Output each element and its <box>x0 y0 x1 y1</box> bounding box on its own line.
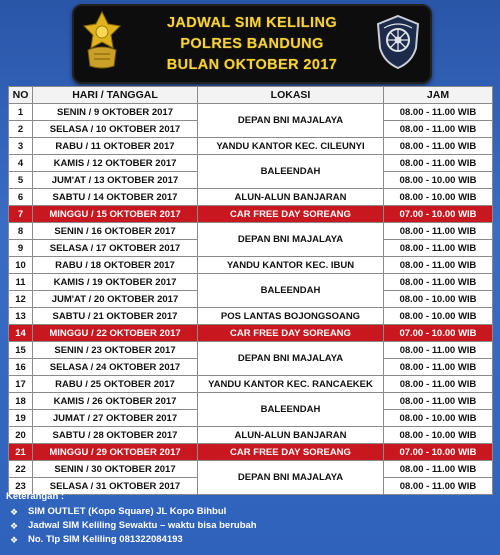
row-date: MINGGU / 22 OKTOBER 2017 <box>33 325 198 342</box>
row-location: YANDU KANTOR KEC. CILEUNYI <box>198 138 384 155</box>
table-row <box>9 376 493 393</box>
row-time: 08.00 - 11.00 WIB <box>384 223 493 240</box>
row-number: 4 <box>9 155 33 172</box>
row-date: SABTU / 21 OKTOBER 2017 <box>33 308 198 325</box>
row-time: 08.00 - 10.00 WIB <box>384 410 493 427</box>
row-time: 08.00 - 11.00 WIB <box>384 376 493 393</box>
row-date: SELASA / 24 OKTOBER 2017 <box>33 359 198 376</box>
row-number: 20 <box>9 427 33 444</box>
row-location: CAR FREE DAY SOREANG <box>198 325 384 342</box>
row-number: 18 <box>9 393 33 410</box>
row-date: SELASA / 10 OKTOBER 2017 <box>33 121 198 138</box>
row-date: MINGGU / 15 OKTOBER 2017 <box>33 206 198 223</box>
diamond-bullet-icon: ❖ <box>10 521 19 531</box>
note-item <box>6 533 486 547</box>
row-time: 08.00 - 11.00 WIB <box>384 240 493 257</box>
row-date: JUM'AT / 20 OKTOBER 2017 <box>33 291 198 308</box>
row-time: 07.00 - 10.00 WIB <box>384 444 493 461</box>
note-text: No. Tlp SIM Keliling 081322084193 <box>28 534 183 545</box>
column-header-location: LOKASI <box>198 87 384 104</box>
table-row <box>9 325 493 342</box>
row-date: SENIN / 23 OKTOBER 2017 <box>33 342 198 359</box>
row-time: 08.00 - 11.00 WIB <box>384 461 493 478</box>
row-number: 17 <box>9 376 33 393</box>
row-time: 08.00 - 10.00 WIB <box>384 308 493 325</box>
note-text: SIM OUTLET (Kopo Square) JL Kopo Bihbul <box>28 506 227 517</box>
note-item <box>6 505 486 519</box>
note-item <box>6 519 486 533</box>
row-date: KAMIS / 26 OKTOBER 2017 <box>33 393 198 410</box>
row-time: 08.00 - 10.00 WIB <box>384 427 493 444</box>
row-time: 08.00 - 11.00 WIB <box>384 138 493 155</box>
row-date: SELASA / 17 OKTOBER 2017 <box>33 240 198 257</box>
row-number: 15 <box>9 342 33 359</box>
row-number: 11 <box>9 274 33 291</box>
row-time: 08.00 - 11.00 WIB <box>384 478 493 495</box>
note-text: Jadwal SIM Keliling Sewaktu – waktu bisa berubah <box>28 520 257 531</box>
row-date: SENIN / 9 OKTOBER 2017 <box>33 104 198 121</box>
table-row <box>9 155 493 172</box>
row-time: 08.00 - 10.00 WIB <box>384 172 493 189</box>
table-header-row <box>9 87 493 104</box>
row-number: 19 <box>9 410 33 427</box>
row-number: 7 <box>9 206 33 223</box>
table-row <box>9 189 493 206</box>
row-date: SENIN / 30 OKTOBER 2017 <box>33 461 198 478</box>
notes-title: Keterangan : <box>6 491 65 502</box>
column-header-no: NO <box>9 87 33 104</box>
row-time: 07.00 - 10.00 WIB <box>384 325 493 342</box>
row-location: ALUN-ALUN BANJARAN <box>198 189 384 206</box>
diamond-bullet-icon: ❖ <box>10 535 19 545</box>
row-number: 16 <box>9 359 33 376</box>
row-number: 10 <box>9 257 33 274</box>
row-number: 13 <box>9 308 33 325</box>
row-time: 08.00 - 10.00 WIB <box>384 291 493 308</box>
table-row <box>9 308 493 325</box>
table-row <box>9 257 493 274</box>
row-time: 08.00 - 11.00 WIB <box>384 121 493 138</box>
title-line-3: BULAN OKTOBER 2017 <box>166 56 338 73</box>
table-row <box>9 427 493 444</box>
column-header-date: HARI / TANGGAL <box>33 87 198 104</box>
row-number: 14 <box>9 325 33 342</box>
table-row <box>9 342 493 359</box>
table-row <box>9 206 493 223</box>
row-number: 6 <box>9 189 33 206</box>
table-row <box>9 138 493 155</box>
title-line-1: JADWAL SIM KELILING <box>166 14 338 31</box>
row-location: BALEENDAH <box>198 393 384 427</box>
police-badge-icon <box>82 10 122 72</box>
row-number: 8 <box>9 223 33 240</box>
row-date: MINGGU / 29 OKTOBER 2017 <box>33 444 198 461</box>
row-number: 9 <box>9 240 33 257</box>
row-date: KAMIS / 12 OKTOBER 2017 <box>33 155 198 172</box>
row-time: 08.00 - 11.00 WIB <box>384 393 493 410</box>
row-date: RABU / 18 OKTOBER 2017 <box>33 257 198 274</box>
row-location: DEPAN BNI MAJALAYA <box>198 104 384 138</box>
row-time: 08.00 - 11.00 WIB <box>384 155 493 172</box>
row-location: DEPAN BNI MAJALAYA <box>198 223 384 257</box>
row-date: SABTU / 14 OKTOBER 2017 <box>33 189 198 206</box>
row-date: JUMAT / 27 OKTOBER 2017 <box>33 410 198 427</box>
row-date: KAMIS / 19 OKTOBER 2017 <box>33 274 198 291</box>
row-number: 1 <box>9 104 33 121</box>
row-number: 21 <box>9 444 33 461</box>
title-line-2: POLRES BANDUNG <box>180 35 324 52</box>
row-time: 07.00 - 10.00 WIB <box>384 206 493 223</box>
schedule-table-body <box>9 104 493 495</box>
row-location: POS LANTAS BOJONGSOANG <box>198 308 384 325</box>
schedule-table <box>8 86 493 495</box>
diamond-bullet-icon: ❖ <box>10 507 19 517</box>
row-number: 12 <box>9 291 33 308</box>
row-location: YANDU KANTOR KEC. RANCAEKEK <box>198 376 384 393</box>
row-location: DEPAN BNI MAJALAYA <box>198 461 384 495</box>
row-time: 08.00 - 10.00 WIB <box>384 189 493 206</box>
header <box>0 0 500 84</box>
schedule-table-wrapper <box>8 86 492 495</box>
row-date: JUM'AT / 13 OKTOBER 2017 <box>33 172 198 189</box>
row-location: CAR FREE DAY SOREANG <box>198 444 384 461</box>
row-time: 08.00 - 11.00 WIB <box>384 359 493 376</box>
traffic-police-emblem-icon <box>374 14 422 70</box>
row-location: BALEENDAH <box>198 155 384 189</box>
row-location: DEPAN BNI MAJALAYA <box>198 342 384 376</box>
row-time: 08.00 - 11.00 WIB <box>384 257 493 274</box>
row-location: ALUN-ALUN BANJARAN <box>198 427 384 444</box>
row-location: CAR FREE DAY SOREANG <box>198 206 384 223</box>
row-time: 08.00 - 11.00 WIB <box>384 342 493 359</box>
row-time: 08.00 - 11.00 WIB <box>384 274 493 291</box>
table-row <box>9 393 493 410</box>
row-number: 3 <box>9 138 33 155</box>
table-row <box>9 444 493 461</box>
row-time: 08.00 - 11.00 WIB <box>384 104 493 121</box>
row-date: SABTU / 28 OKTOBER 2017 <box>33 427 198 444</box>
row-number: 23 <box>9 478 33 495</box>
table-row <box>9 104 493 121</box>
row-number: 5 <box>9 172 33 189</box>
notes-section <box>6 490 486 547</box>
row-date: SENIN / 16 OKTOBER 2017 <box>33 223 198 240</box>
row-number: 2 <box>9 121 33 138</box>
row-location: YANDU KANTOR KEC. IBUN <box>198 257 384 274</box>
row-date: RABU / 11 OKTOBER 2017 <box>33 138 198 155</box>
row-location: BALEENDAH <box>198 274 384 308</box>
row-date: RABU / 25 OKTOBER 2017 <box>33 376 198 393</box>
table-row <box>9 461 493 478</box>
column-header-time: JAM <box>384 87 493 104</box>
table-row <box>9 223 493 240</box>
row-date: SELASA / 31 OKTOBER 2017 <box>33 478 198 495</box>
row-number: 22 <box>9 461 33 478</box>
table-row <box>9 274 493 291</box>
